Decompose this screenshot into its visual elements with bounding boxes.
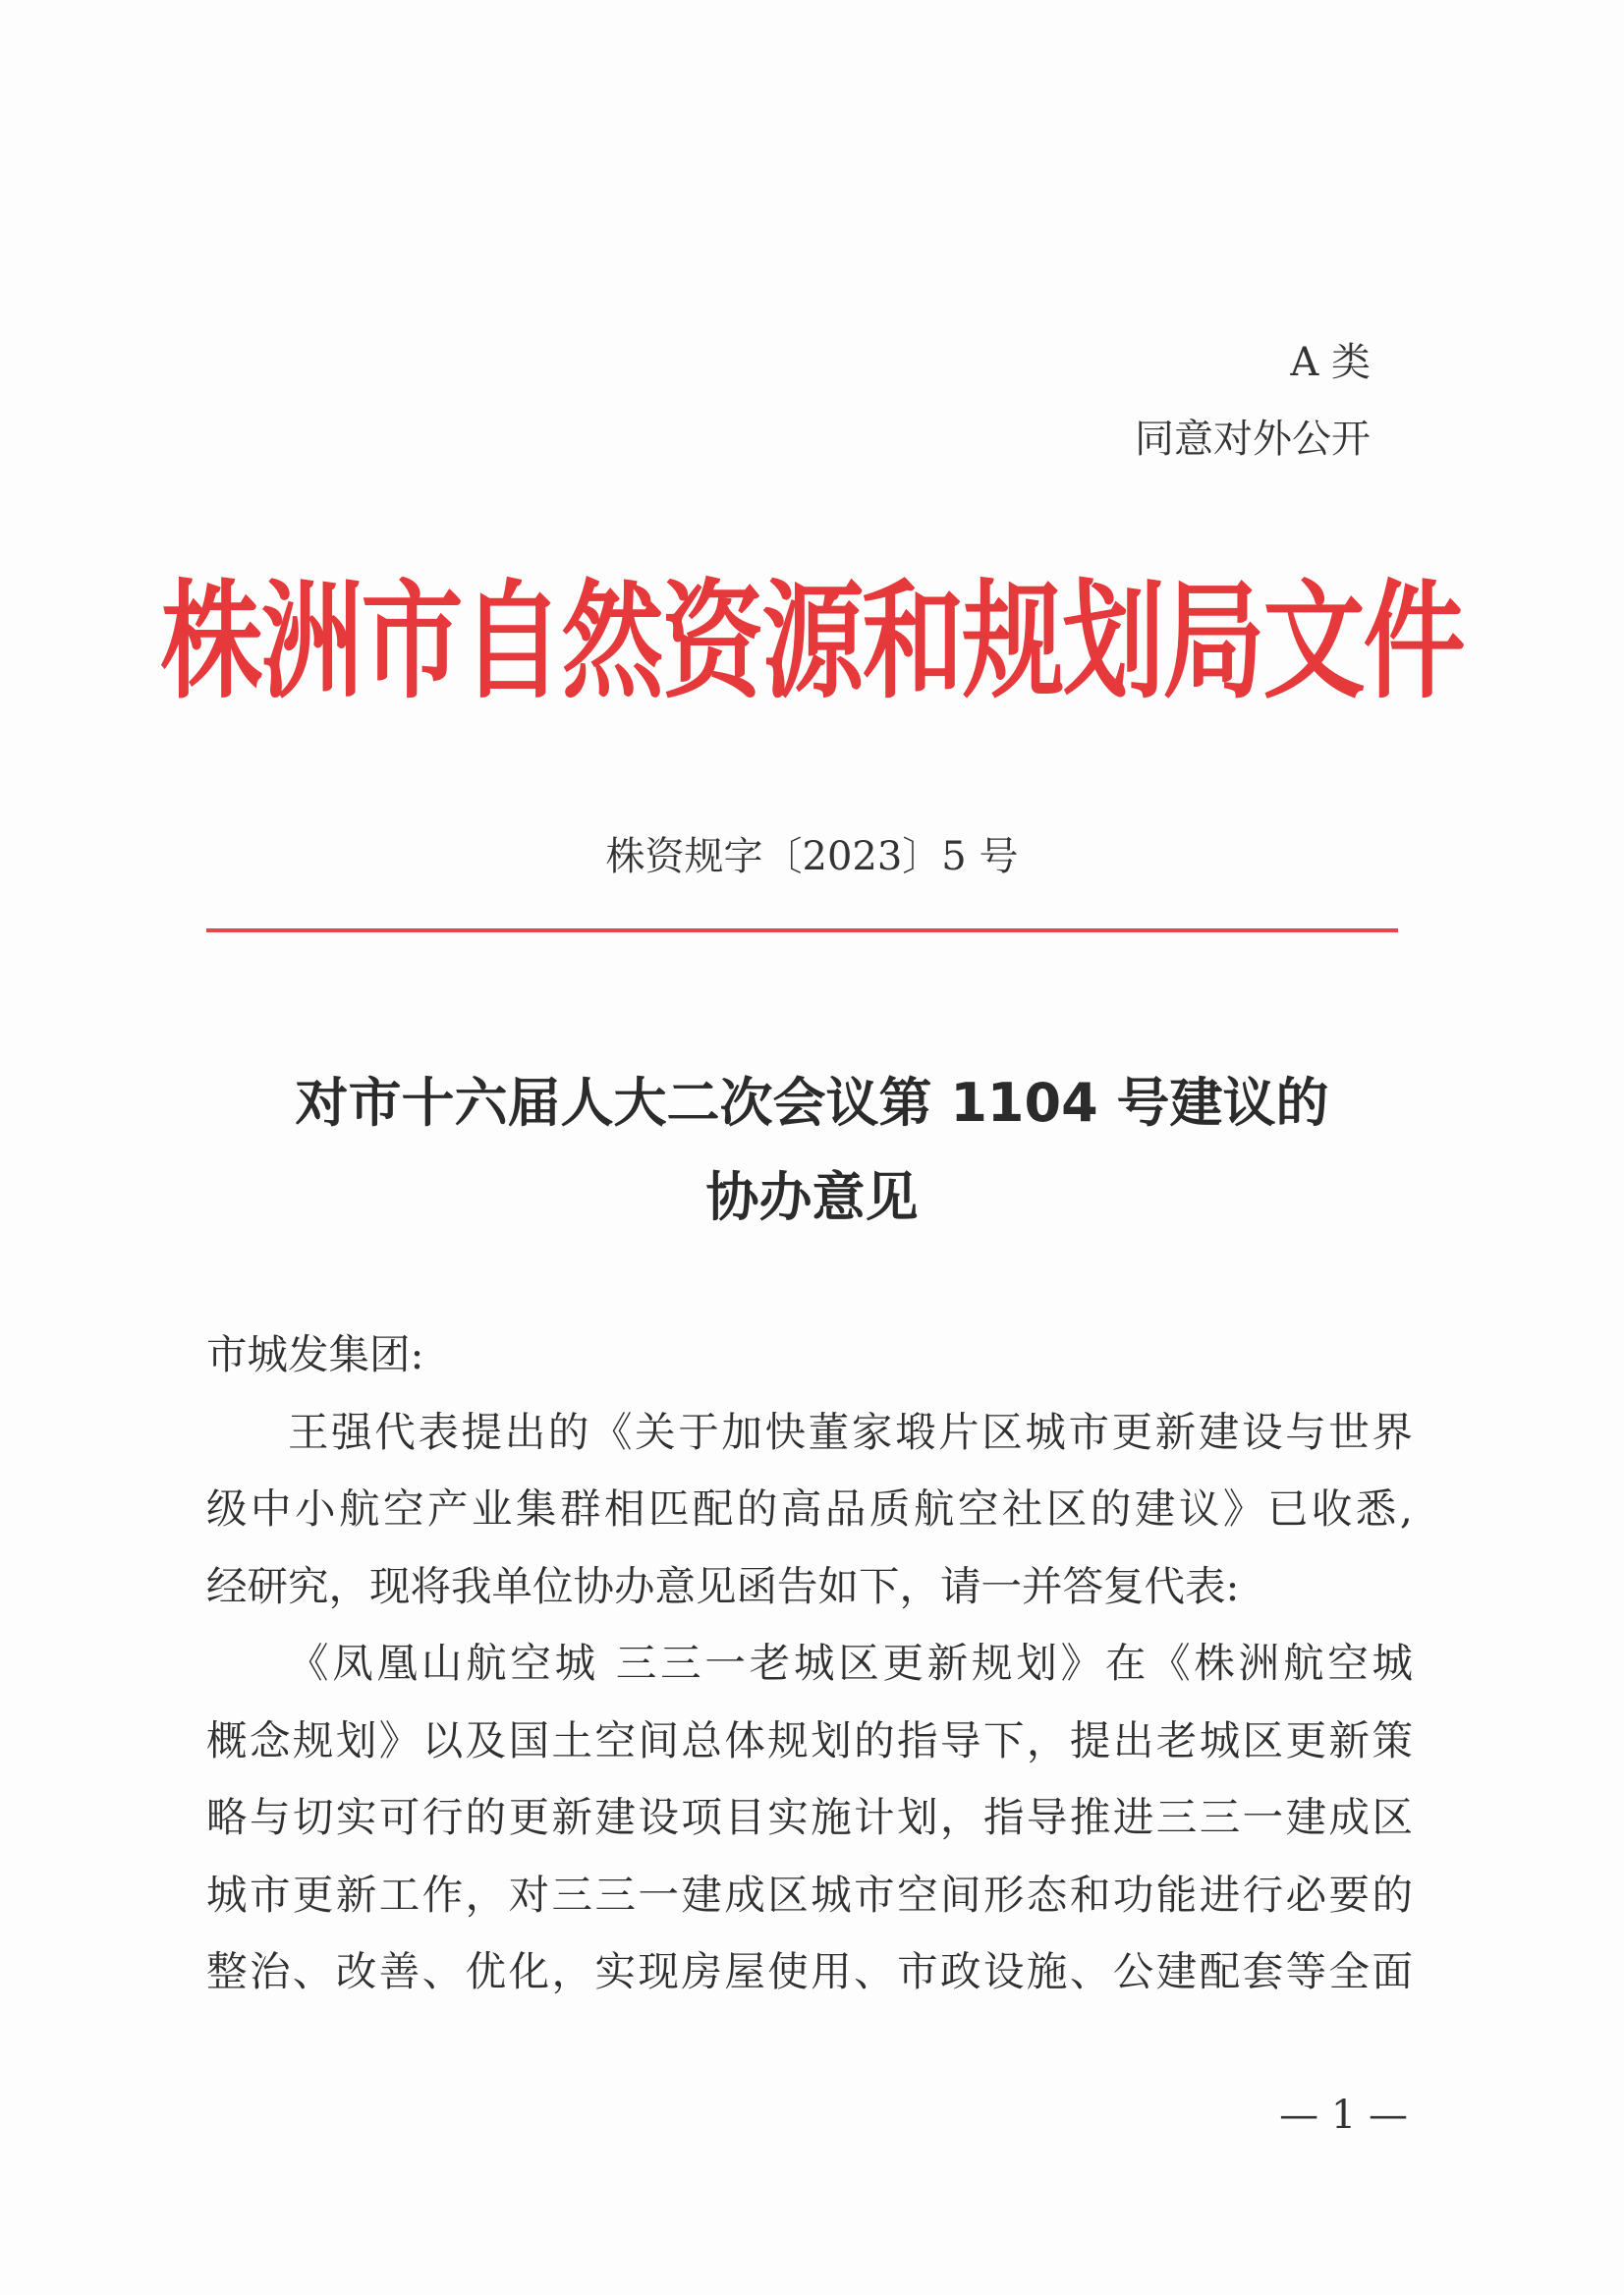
body-line: 略与切实可行的更新建设项目实施计划，指导推进三三一建成区 (206, 1793, 1413, 1841)
body-line: 城市更新工作，对三三一建成区城市空间形态和功能进行必要的 (206, 1870, 1413, 1919)
category-label: A 类 (1290, 340, 1371, 385)
title-line-2: 协办意见 (705, 1166, 919, 1228)
red-divider-line (206, 928, 1398, 932)
body-line: 《凤凰山航空城 三三一老城区更新规划》在《株洲航空城 (288, 1639, 1413, 1687)
document-number: 株资规字〔2023〕5 号 (605, 834, 1019, 879)
page-number: — 1 — (1279, 2093, 1408, 2138)
issuer-header: 株洲市自然资源和规划局文件 (160, 566, 1464, 717)
classification-block (1135, 324, 1371, 477)
body-line: 整治、改善、优化，实现房屋使用、市政设施、公建配套等全面 (206, 1947, 1413, 1995)
body-line: 经研究，现将我单位协办意见函告如下，请一并答复代表: (206, 1561, 1240, 1610)
document-title (0, 1056, 1624, 1245)
body-line: 级中小航空产业集群相匹配的高品质航空社区的建议》已收悉, (206, 1484, 1413, 1533)
title-line-1: 对市十六届人大二次会议第 1104 号建议的 (295, 1072, 1329, 1134)
disclosure-label: 同意对外公开 (1135, 417, 1371, 462)
salutation: 市城发集团: (206, 1330, 424, 1378)
body-line: 王强代表提出的《关于加快董家塅片区城市更新建设与世界 (288, 1407, 1413, 1456)
body-line: 概念规划》以及国土空间总体规划的指导下，提出老城区更新策 (206, 1715, 1413, 1764)
body-text (206, 1316, 1413, 2011)
